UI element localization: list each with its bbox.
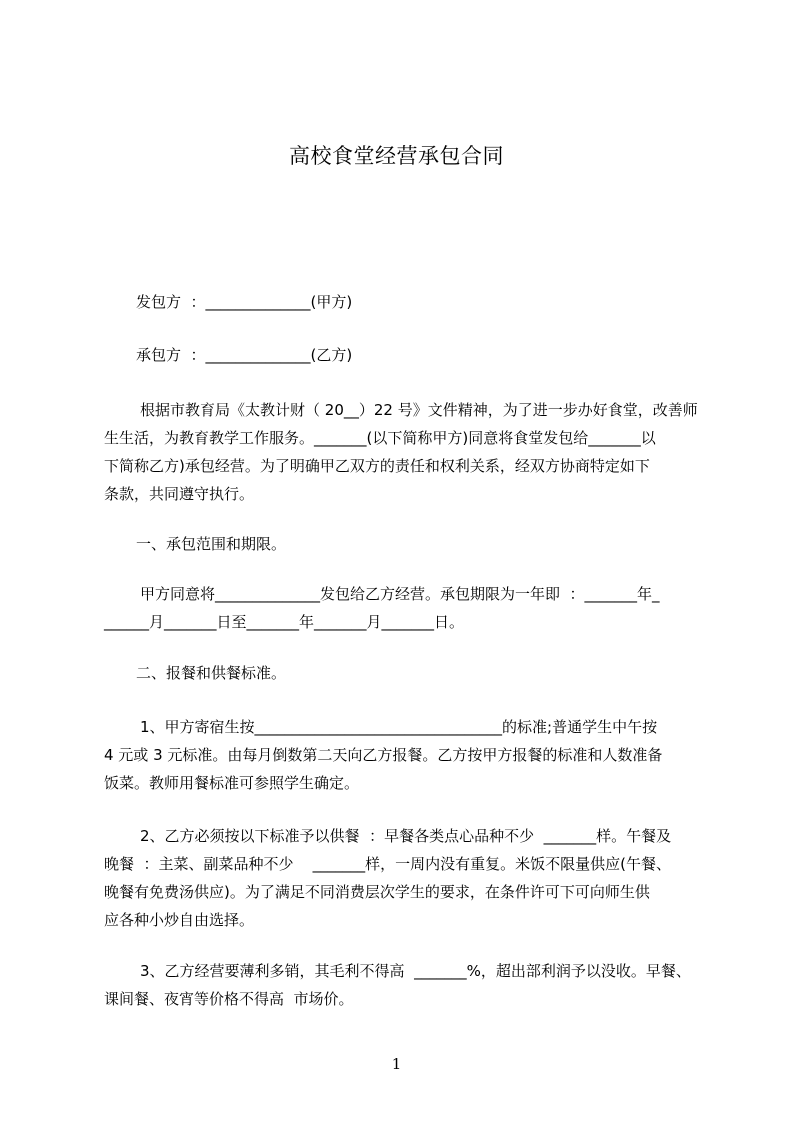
- section-2-item-2-line: 应各种小炒自由选择。: [104, 911, 255, 929]
- page-number: 1: [391, 1055, 402, 1073]
- intro-line: 生生活，为教育教学工作服务。_______(以下简称甲方)同意将食堂发包给_______以: [104, 429, 656, 447]
- party-a-line: 发包方 ：______________(甲方): [136, 293, 353, 311]
- contract-title: 高校食堂经营承包合同: [289, 144, 504, 168]
- section-2-item-1-line: 1、甲方寄宿生按_________________________________的标准;普通学生中午按: [140, 718, 658, 736]
- section-2-item-3-line: 课间餐、夜宵等价格不得高 市场价。: [104, 990, 354, 1008]
- intro-line: 条款，共同遵守执行。: [104, 485, 255, 503]
- section-2-item-2-line: 晚餐有免费汤供应)。为了满足不同消费层次学生的要求，在条件许可下可向师生供: [104, 883, 650, 901]
- section-2-heading: 二、报餐和供餐标准。: [136, 664, 287, 682]
- section-2-item-2-line: 2、乙方必须按以下标准予以供餐 ：早餐各类点心品种不少 _______样。午餐及: [140, 827, 672, 845]
- intro-line: 下简称乙方)承包经营。为了明确甲乙双方的责任和权利关系，经双方协商特定如下: [104, 457, 650, 475]
- section-2-item-1-line: 饭菜。教师用餐标准可参照学生确定。: [104, 774, 360, 792]
- section-2-item-1-line: 4 元或 3 元标准。由每月倒数第二天向乙方报餐。乙方按甲方报餐的标准和人数准备: [104, 746, 663, 764]
- section-1-line: ______月_______日至_______年_______月_______日。: [104, 613, 465, 631]
- party-b-line: 承包方 ：______________(乙方): [136, 346, 353, 364]
- section-1-heading: 一、承包范围和期限。: [136, 535, 287, 553]
- section-2-item-3-line: 3、乙方经营要薄利多销，其毛利不得高 _______%，超出部利润予以没收。早餐、: [140, 962, 691, 980]
- section-2-item-2-line: 晚餐 ：主菜、副菜品种不少 _______样，一周内没有重复。米饭不限量供应(午餐、: [104, 855, 671, 873]
- section-1-line: 甲方同意将______________发包给乙方经营。承包期限为一年即 ：_______年_: [140, 585, 660, 603]
- intro-line: 根据市教育局《太教计财（ 20__）22 号》文件精神，为了进一步办好食堂，改善师: [140, 401, 698, 419]
